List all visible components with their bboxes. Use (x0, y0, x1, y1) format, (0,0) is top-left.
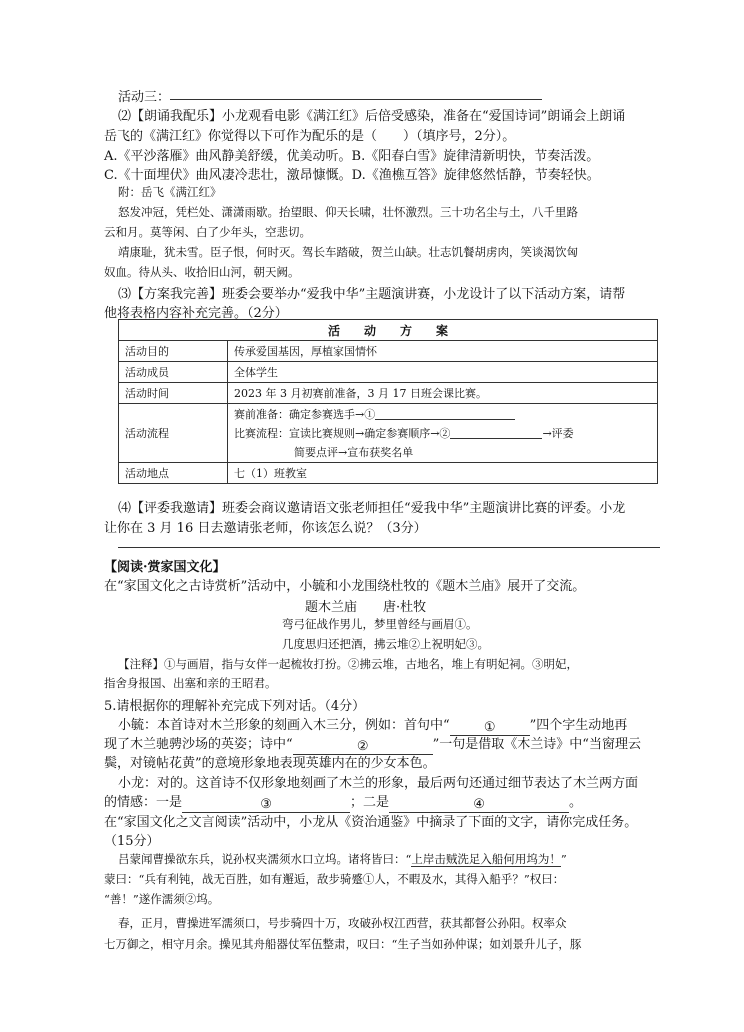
time-label: 活动时间 (119, 383, 228, 404)
q3-line2: 他将表格内容补充完善。（2分） (104, 306, 288, 321)
q3-line1: ⑶【方案我完善】班委会要举办“爱我中华”主题演讲赛，小龙设计了以下活动方案，请帮 (118, 287, 626, 302)
text-line1: 吕蒙闻曹操欲东兵，说孙权夹濡须水口立坞。诸将皆曰：“上岸击贼洗足入船何用坞为！” (118, 852, 567, 866)
text-line4: 春，正月，曹操进军濡须口，号步骑四十万，攻破孙权江西营，获其都督公孙阳。权率众 (118, 916, 567, 930)
note-line1: 【注释】①与画眉，指与女伴一起梳妆打扮。②拂云堆，古地名，堆上有明妃祠。③明妃， (118, 657, 578, 671)
underlined-sentence: 上岸击贼洗足入船何用坞为！ (411, 852, 561, 866)
text-line3: “善！”遂作濡须②坞。 (104, 892, 220, 906)
purpose-label: 活动目的 (119, 341, 228, 362)
table-row (119, 383, 658, 404)
flow-label: 活动流程 (119, 404, 228, 463)
mulan-poem-line1: 弯弓征战作男儿，梦里曾经与画眉①。 (282, 617, 478, 631)
flow-line1: 赛前准备：确定参赛选手→① (234, 407, 376, 421)
flow-line3: 简要点评→宣布获奖名单 (294, 445, 414, 459)
xiaoyu-line3: 鬓，对镜帖花黄”的意境形象地表现英雄内在的少女本色。 (104, 756, 436, 771)
poem-title: 题木兰庙 唐·杜牧 (305, 600, 427, 615)
q4-answer-line (118, 547, 660, 548)
members-label: 活动成员 (119, 362, 228, 383)
text-line5: 七万御之，相守月余。操见其舟船器仗军伍整肃，叹曰：“生子当如孙仲谋；如刘景升儿子，豚 (104, 937, 582, 951)
q4-line1: ⑷【评委我邀请】班委会商议邀请语文张老师担任“爱我中华”主题演讲比赛的评委。小龙 (118, 501, 626, 516)
mulan-poem-line2: 几度思归还把酒，拂云堆②上祝明妃③。 (282, 637, 489, 651)
poem-line2: 云和月。莫等闲、白了少年头，空悲切。 (104, 225, 311, 239)
table-row (119, 341, 658, 362)
flow-line2b: →评委 (542, 426, 574, 440)
activity-plan-table (118, 319, 658, 484)
q2-line1: ⑵【朗诵我配乐】小龙观看电影《满江红》后倍受感染，准备在“爱国诗词”朗诵会上朗诵 (118, 109, 626, 124)
blank-1[interactable]: ① (450, 720, 530, 736)
place-label: 活动地点 (119, 463, 228, 484)
table-row (119, 362, 658, 383)
table-row (119, 463, 658, 484)
table-header-row (119, 320, 658, 341)
xiaoyu-line1: 小毓：本首诗对木兰形象的刻画入木三分，例如：首句中“ ① ”四个字生动地再 (118, 718, 628, 735)
q4-line2: 让你在 3 月 16 日去邀请张老师，你该怎么说？（3分） (104, 521, 427, 536)
blank-2[interactable]: ② (293, 739, 433, 755)
poem-line4: 奴血。待从头、收拾旧山河，朝天阙。 (104, 265, 300, 279)
members-value: 全体学生 (228, 362, 658, 383)
xiaoyu-line2: 现了木兰驰骋沙场的英姿；诗中“ ② ”一句是借取《木兰诗》中“当窗理云 (104, 737, 641, 754)
classical-intro-line1: 在“家国文化之文言阅读”活动中，小龙从《资治通鉴》中摘录了下面的文字，请你完成任务。 (104, 815, 638, 830)
xiaolong-line1: 小龙：对的。这首诗不仅形象地刻画了木兰的形象，最后两句还通过细节表达了木兰两方面 (118, 776, 639, 791)
poem-line3: 靖康耻，犹未雪。臣子恨，何时灭。驾长车踏破，贺兰山缺。壮志饥餐胡虏肉，笑谈渴饮匈 (118, 245, 578, 259)
q2-appendix-title: 附：岳飞《满江红》 (118, 185, 222, 199)
place-value: 七（1）班教室 (228, 463, 658, 484)
blank-1[interactable] (375, 407, 515, 420)
xiaolong-line2: 的情感：一是 ③ ；二是 ④ 。 (104, 795, 583, 812)
reading-intro: 在“家国文化之古诗赏析”活动中，小毓和小龙围绕杜牧的《题木兰庙》展开了交流。 (104, 579, 586, 594)
blank-3[interactable]: ③ (182, 797, 350, 813)
poem-line1: 怒发冲冠，凭栏处、潇潇雨歇。抬望眼、仰天长啸，壮怀激烈。三十功名尘与土，八千里路 (118, 205, 578, 219)
text-line2: 蒙曰：“兵有利钝，战无百胜，如有邂逅，敌步骑蹙①人，不暇及水，其得入船乎？”权曰： (104, 872, 565, 886)
q2-line2: 岳飞的《满江红》你觉得以下可作为配乐的是（ ）（填序号，2分）。 (104, 129, 516, 144)
note-line2: 指舍身报国、出塞和亲的王昭君。 (104, 676, 277, 690)
q5-title: 5.请根据你的理解补充完成下列对话。（4分） (104, 699, 366, 714)
table-header: 活 动 方 案 (119, 320, 658, 341)
q2-options-cd: C.《十面埋伏》曲风凄冷悲壮，激昂慷慨。D.《渔樵互答》旋律悠然恬静，节奏轻快。 (104, 168, 600, 183)
purpose-value: 传承爱国基因，厚植家国情怀 (228, 341, 658, 362)
flow-line2a: 比赛流程：宣读比赛规则→确定参赛顺序→② (234, 426, 451, 440)
reading-title: 【阅读·赏家国文化】 (104, 560, 226, 575)
blank-2[interactable] (450, 426, 542, 439)
q2-options-ab: A.《平沙落雁》曲风静美舒缓，优美动听。B.《阳春白雪》旋律清新明快，节奏活泼。 (104, 149, 600, 164)
time-value: 2023 年 3 月初赛前准备，3 月 17 日班会课比赛。 (228, 383, 658, 404)
blank-4[interactable]: ④ (389, 797, 569, 813)
activity3-label: 活动三： (118, 90, 171, 105)
classical-intro-line2: （15分） (104, 834, 160, 849)
activity3-answer-line (170, 99, 542, 100)
table-row (119, 404, 658, 463)
